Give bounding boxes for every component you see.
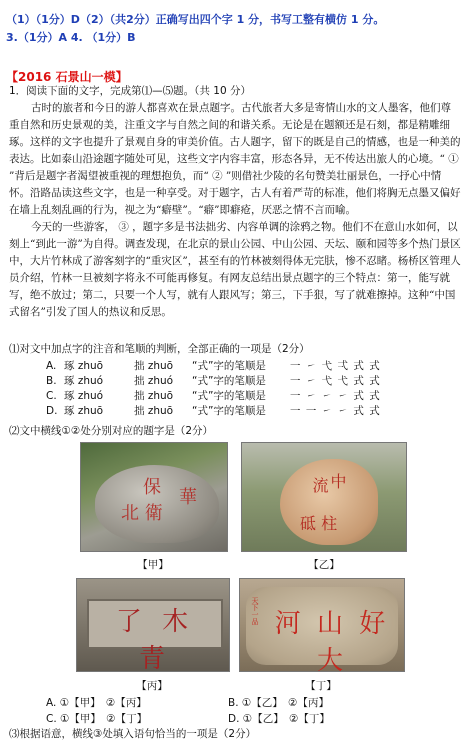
passage-paragraph-1: 古时的旅者和今日的游人都喜欢在景点题字。古代旅者大多是寄情山水的文人墨客，他们尊重自然和历史景观的美，注重文字与自然之间的和谐关系。无论是在题额还是石刻，都是精雕细琢。这样的文字也提升了景观自身的审美价值。古人题字，留下的既是自己的情感，也是一种美的表达。比如泰山沿途题字随处可见，这些文字内容丰富，形态各异，无不传达出旅人的心境。“ ① ”背后是题字者渴望被重视的理想抱负，而“ ② ”则借社少陵的名句赞美壮丽景色，一抒心中情怀。沿路品读这些文字，也是一种享受。对于题字，古人有着严苛的标准，他们将胸无点墨又偏好在墙上乱刻乱画的行为，视之为“癖壁”。“癖”即癖疮，厌恶之情不言而喻。: [9, 102, 461, 216]
photo-bing-caption: 【丙】: [136, 680, 168, 692]
q2-option-c[interactable]: C. ①【甲】 ②【丁】: [46, 713, 148, 725]
q1-option-d[interactable]: D. 琢 zhuō 拙 zhuō “式”字的笔顺是 一 一 ㇀ ㇀ 式 式: [46, 405, 381, 417]
section-title: 【2016 石景山一模】: [6, 70, 128, 84]
photo-bing: [76, 578, 230, 672]
q2-stem: ⑵文中横线①②处分别对应的题字是（2分）: [9, 425, 214, 437]
q1-stem: ⑴对文中加点字的注音和笔顺的判断，全部正确的一项是（2分）: [9, 343, 310, 355]
rock-inscription-3: 華: [179, 487, 197, 508]
photo-ding: [239, 578, 405, 672]
rock-inscription-2: 北 衛: [121, 503, 163, 524]
q2-option-b[interactable]: B. ①【乙】 ②【丙】: [228, 697, 329, 709]
passage-paragraph-2: 今天的一些游客， ③ ，题字多是书法拙劣、内容单调的涂鸦之物。他们不在意山水如何，以刻上“到此一游”为自得。调查发现，在北京的景山公园、中山公园、天坛、颐和园等多个热门景区中，大片竹林成了游客刻字的“重灾区”，甚至有的竹林被刻得体无完肤，惨不忍睹。杨桥区管理人员介绍，竹林一旦被刻字将永不可能再修复。有网友总结出景点题字的三个特点：第一，能写就写，绝不放过；第二，只要一个人写，就有人跟风写；第三，下手狠，写了就难擦掉。这种“中国式留名”引发了国人的热议和反思。: [9, 221, 461, 318]
question-intro: 1．阅读下面的文字，完成第⑴—⑸题。（共 10 分）: [9, 85, 251, 97]
photo-jia: [80, 442, 228, 552]
answer-line-1: （1）（1分）D（2）（共2分）正确写出四个字 1 分，书写工整有横仿 1 分。: [6, 13, 385, 26]
q1-options: [46, 359, 446, 419]
rock-inscription-1: 中: [328, 473, 347, 489]
q2-option-a[interactable]: A. ①【甲】 ②【丙】: [46, 697, 147, 709]
rock-inscription: 河 山 好 大: [274, 609, 390, 672]
rock-inscription-2: 流: [310, 477, 329, 493]
passage: [9, 100, 461, 321]
rock-inscription-3: 砥 柱: [300, 514, 338, 533]
q1-option-c[interactable]: C. 琢 zhuó 拙 zhuō “式”字的笔顺是 一 ㇀ ㇀ ㇀ 式 式: [46, 390, 381, 402]
q1-option-b[interactable]: B. 琢 zhuó 拙 zhuó “式”字的笔顺是 一 ㇀ 弋 弋 式 式: [46, 375, 381, 387]
photo-jia-caption: 【甲】: [137, 559, 169, 571]
q3-stem: ⑶根据语意，横线③处填入语句恰当的一项是（2分）: [9, 728, 257, 740]
tablet-inscription: 了 木 青: [115, 607, 195, 672]
photo-yi-caption: 【乙】: [308, 559, 340, 571]
q1-option-a[interactable]: A. 琢 zhuō 拙 zhuō “式”字的笔顺是 一 ㇀ 弋 弌 式 式: [46, 360, 381, 372]
photo-yi: [241, 442, 407, 552]
rock-side-inscription: 天下一品: [251, 597, 259, 625]
photo-ding-caption: 【丁】: [305, 680, 337, 692]
q2-option-d[interactable]: D. ①【乙】 ②【丁】: [228, 713, 330, 725]
rock-inscription-1: 保: [143, 477, 161, 498]
answer-line-2: 3.（1分）A 4. （1分）B: [6, 31, 136, 44]
